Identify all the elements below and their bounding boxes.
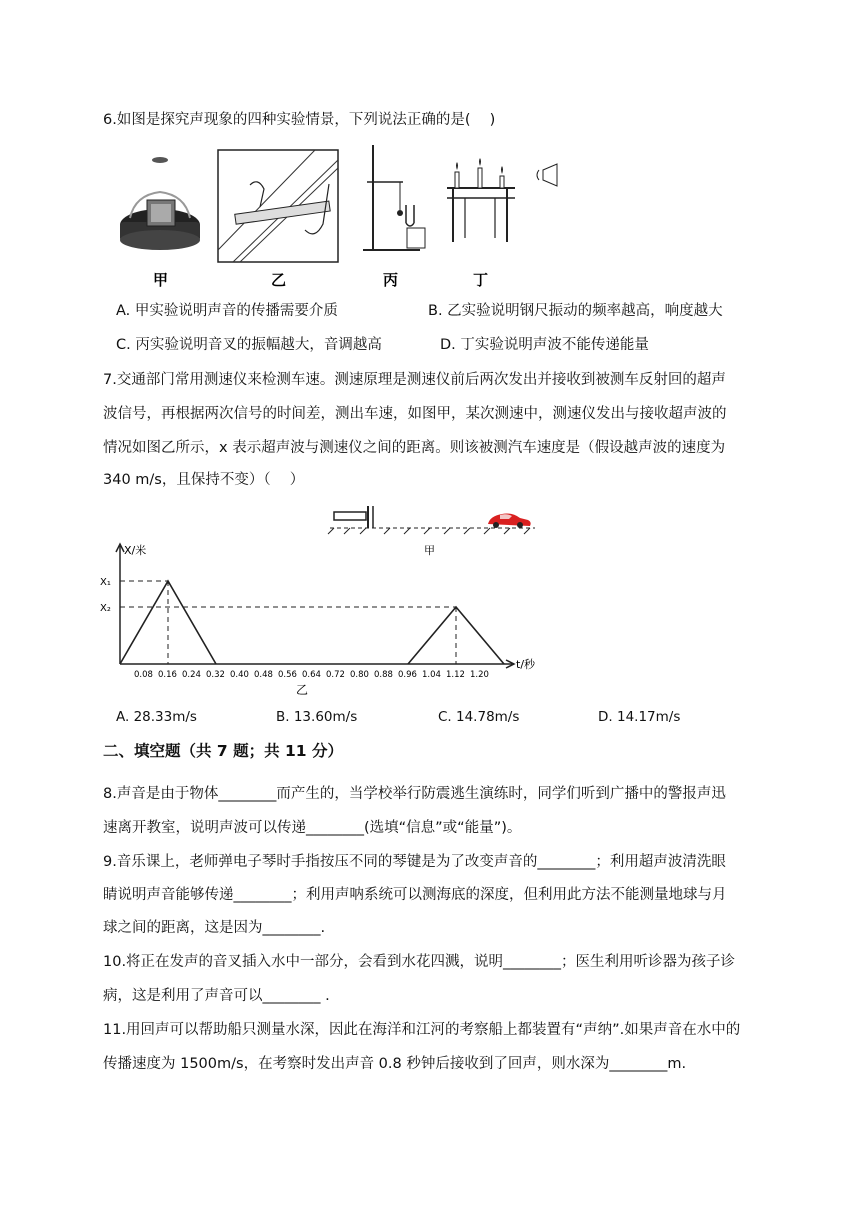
x-tick-label: 0.40 xyxy=(230,670,249,680)
figure-yi-ruler xyxy=(218,150,338,262)
figure-bing-tuning-fork xyxy=(363,145,425,250)
q7-stem-line-4: 340 m/s，且保持不变）（ ） xyxy=(103,472,305,488)
q8-line-1: 8.声音是由于物体________而产生的，当学校举行防震逃生演练时，同学们听到广播中的警报声迅 xyxy=(103,786,726,802)
x-tick-label: 0.24 xyxy=(182,670,201,680)
q9-line-3: 球之间的距离，这是因为________. xyxy=(103,920,326,936)
q7-stem-line-1: 7.交通部门常用测速仪来检测车速。测速原理是测速仪前后两次发出并接收到被测车反射回的超声 xyxy=(103,372,726,388)
q7-stem-line-2: 波信号，再根据两次信号的时间差，测出车速，如图甲，某次测速中，测速仪发出与接收超声波的 xyxy=(103,406,727,422)
q6-option-a[interactable]: A. 甲实验说明声音的传播需要介质 xyxy=(116,303,338,319)
x-tick-label: 0.96 xyxy=(398,670,417,680)
x-tick-label: 1.12 xyxy=(446,670,465,680)
x-tick-label: 0.32 xyxy=(206,670,225,680)
q6-option-c[interactable]: C. 丙实验说明音叉的振幅越大，音调越高 xyxy=(116,337,382,353)
x-tick-label: 0.08 xyxy=(134,670,153,680)
q6-option-d[interactable]: D. 丁实验说明声波不能传递能量 xyxy=(440,337,649,353)
y-tick-x1: X₁ xyxy=(100,577,111,588)
x-tick-label: 0.64 xyxy=(302,670,321,680)
x-tick-label: 0.72 xyxy=(326,670,345,680)
x-tick-label: 1.20 xyxy=(470,670,489,680)
q7-option-b[interactable]: B. 13.60m/s xyxy=(276,709,358,725)
figure-label-ding: 丁 xyxy=(473,271,489,289)
q8-line-2: 速离开教室，说明声波可以传递________(选填“信息”或“能量”)。 xyxy=(103,820,522,836)
q9-line-1: 9.音乐课上，老师弹电子琴时手指按压不同的琴键是为了改变声音的________；利用超声波清洗眼 xyxy=(103,854,726,870)
q11-line-1: 11.用回声可以帮助船只测量水深，因此在海洋和江河的考察船上都装置有“声纳”.如果声音在水中的 xyxy=(103,1022,741,1038)
x-tick-label: 0.56 xyxy=(278,670,297,680)
q7-figure-jia-label: 甲 xyxy=(424,544,435,557)
section-2-heading: 二、填空题（共 7 题；共 11 分） xyxy=(103,742,343,760)
y-axis-label: X/米 xyxy=(124,544,147,557)
y-tick-x2: X₂ xyxy=(100,603,111,614)
figure-label-jia: 甲 xyxy=(153,271,169,289)
q7-option-a[interactable]: A. 28.33m/s xyxy=(116,709,197,725)
figure-ding-candles xyxy=(447,158,557,242)
figure-jia-bell-jar xyxy=(120,157,200,250)
q6-figure xyxy=(115,140,575,290)
x-axis-label: t/秒 xyxy=(516,658,536,671)
q10-line-1: 10.将正在发声的音叉插入水中一部分，会看到水花四溅，说明________；医生利用听诊器为孩子诊 xyxy=(103,954,736,970)
x-tick-label: 0.88 xyxy=(374,670,393,680)
q10-line-2: 病，这是利用了声音可以________ . xyxy=(103,988,330,1004)
q7-chart-yi xyxy=(96,538,556,698)
q7-option-d[interactable]: D. 14.17m/s xyxy=(598,709,681,725)
x-tick-label: 0.16 xyxy=(158,670,177,680)
q6-stem: 6.如图是探究声现象的四种实验情景，下列说法正确的是( ) xyxy=(103,112,496,128)
figure-label-yi: 乙 xyxy=(271,271,287,289)
figure-label-bing: 丙 xyxy=(383,271,399,289)
chart-caption: 乙 xyxy=(296,683,309,697)
x-tick-label: 1.04 xyxy=(422,670,441,680)
x-tick-label: 0.80 xyxy=(350,670,369,680)
q7-option-c[interactable]: C. 14.78m/s xyxy=(438,709,520,725)
q7-stem-line-3: 情况如图乙所示，x 表示超声波与测速仪之间的距离。则该被测汽车速度是（假设越声波的速度为 xyxy=(103,440,726,456)
x-tick-label: 0.48 xyxy=(254,670,273,680)
q9-line-2: 睛说明声音能够传递________；利用声呐系统可以测海底的深度，但利用此方法不能测量地球与月 xyxy=(103,887,727,903)
red-car-icon xyxy=(488,514,531,529)
q11-line-2: 传播速度为 1500m/s，在考察时发出声音 0.8 秒钟后接收到了回声，则水深为________m. xyxy=(103,1056,687,1072)
q6-option-b[interactable]: B. 乙实验说明钢尺振动的频率越高，响度越大 xyxy=(428,303,723,319)
